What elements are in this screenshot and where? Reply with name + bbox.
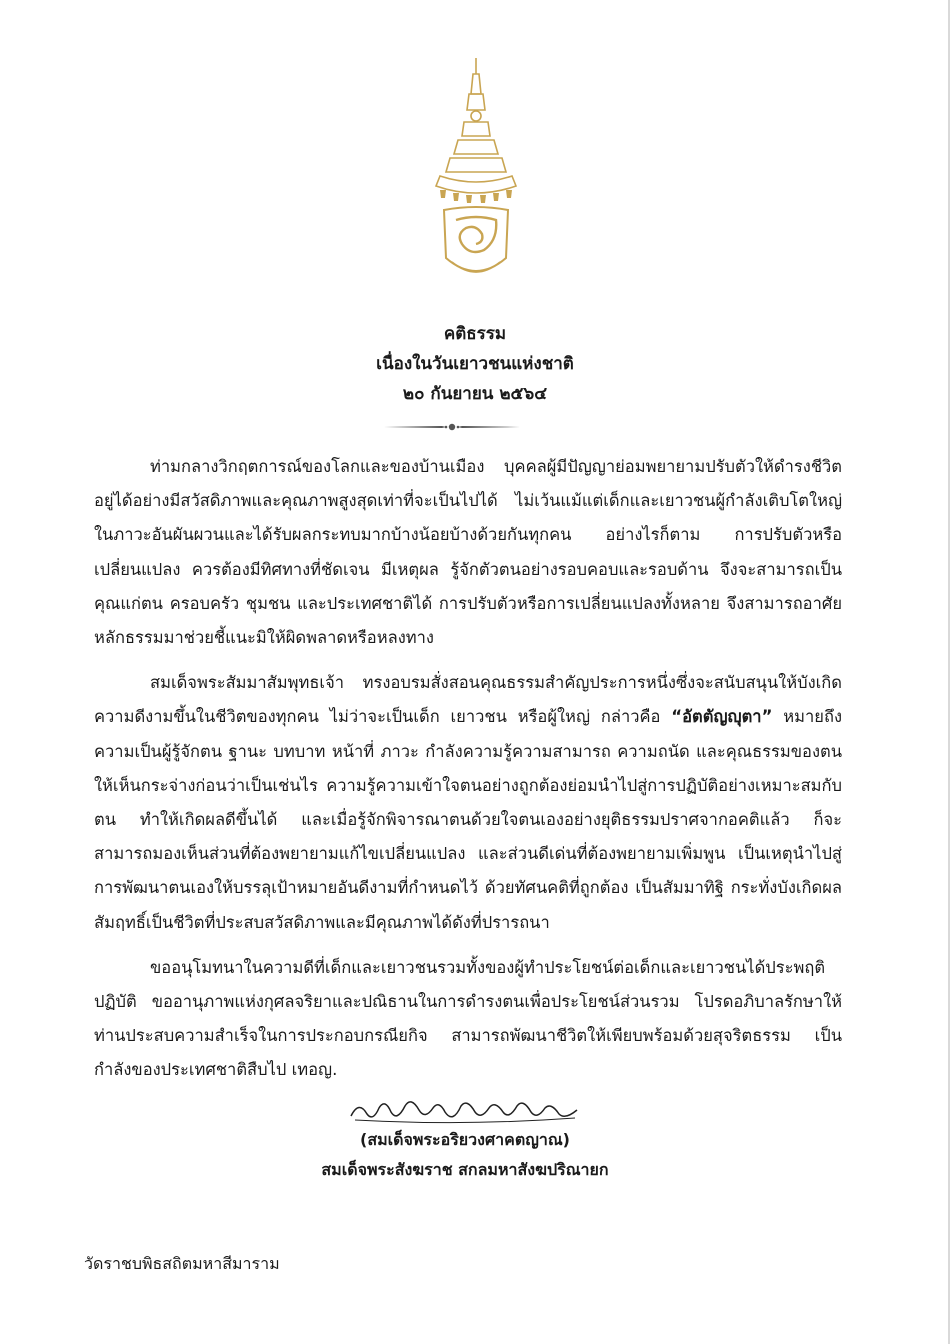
paragraph-1: ท่ามกลางวิกฤตการณ์ของโลกและของบ้านเมือง บุคคลผู้มีปัญญาย่อมพยายามปรับตัวให้ดำรงชีวิตอยู่ได้อย่างมีสวัสดิภาพและคุณภาพสูงสุดเท่าที่จะเป็นไปได้ ไม่เว้นแม้แต่เด็กและเยาวชนผู้กำลังเติบโตใหญ่ในภาวะอันผันผวนและได้รับผลกระทบมากบ้างน้อยบ้างด้วยกันทุกคน อย่างไรก็ตาม การปรับตัวหรือเปลี่ยนแปลง ควรต้องมีทิศทางที่ชัดเจน มีเหตุผล รู้จักตัวตนอย่างรอบคอบและรอบด้าน จึงจะสามารถเป็นคุณแก่ตน ครอบครัว ชุมชน และประเทศชาติได้ การปรับตัวหรือการเปลี่ยนแปลงทั้งหลาย จึงสามารถอาศัยหลักธรรมมาช่วยชี้แนะมิให้ผิดพลาดหรือหลงทาง	[94, 457, 842, 648]
handwritten-signature	[345, 1090, 585, 1130]
paragraph-2-part-1: สมเด็จพระสัมมาสัมพุทธเจ้า ทรงอบรมสั่งสอนคุณธรรมสำคัญประการหนึ่งซึ่งจะสนับสนุนให้บังเกิดความดีงามขึ้นในชีวิตของทุกคน ไม่ว่าจะเป็นเด็ก เยาวชน หรือผู้ใหญ่ กล่าวคือ	[94, 673, 842, 727]
message-body	[94, 450, 842, 1099]
ornamental-divider	[382, 420, 522, 434]
date: ๒๐ กันยายน ๒๕๖๔	[402, 384, 548, 404]
subtitle: เนื่องในวันเยาวชนแห่งชาติ	[376, 354, 574, 374]
paragraph-3: ขออนุโมทนาในความดีที่เด็กและเยาวชนรวมทั้งของผู้ทำประโยชน์ต่อเด็กและเยาวชนได้ประพฤติปฏิบัติ ขออานุภาพแห่งกุศลจริยาและปณิธานในการดำรงตนเพื่อประโยชน์ส่วนรวม โปรดอภิบาลรักษาให้ท่านประสบความสำเร็จในการประกอบกรณียกิจ สามารถพัฒนาชีวิตให้เพียบพร้อมด้วยสุจริตธรรม เป็นกำลังของประเทศชาติสืบไป เทอญ.	[94, 957, 842, 1080]
paragraph-2-part-2: หมายถึงความเป็นผู้รู้จักตน ฐานะ บทบาท หน้าที่ ภาวะ กำลังความรู้ความสามารถ ความถนัด และคุณธรรมของตนให้เห็นกระจ่างก่อนว่าเป็นเช่นไร ความรู้ความเข้าใจตนอย่างถูกต้องย่อมนำไปสู่การปฏิบัติอย่างเหมาะสมกับตน ทำให้เกิดผลดีขึ้นได้ และเมื่อรู้จักพิจารณาตนด้วยใจตนเองอย่างยุติธรรมปราศจากอคติแล้ว ก็จะสามารถมองเห็นส่วนที่ต้องพยายามแก้ไขเปลี่ยนแปลง และส่วนดีเด่นที่ต้องพยายามเพิ่มพูน เป็นเหตุนำไปสู่การพัฒนาตนเองให้บรรลุเป้าหมายอันดีงามที่กำหนดไว้ ด้วยทัศนคติที่ถูกต้อง เป็นสัมมาทิฐิ กระทั่งบังเกิดผลสัมฤทธิ์เป็นชีวิตที่ประสบสวัสดิภาพและมีคุณภาพได้ดังที่ปรารถนา	[94, 707, 843, 932]
signatory-title: สมเด็จพระสังฆราช สกลมหาสังฆปริณายก	[321, 1160, 609, 1179]
emphasis-term: “อัตตัญญุตา”	[671, 707, 773, 727]
paragraph-2	[94, 666, 842, 940]
royal-emblem-icon	[426, 58, 526, 298]
footer-location: วัดราชบพิธสถิตมหาสีมาราม	[84, 1254, 280, 1273]
signatory-name: (สมเด็จพระอริยวงศาคตญาณ)	[360, 1130, 570, 1149]
title: คติธรรม	[443, 324, 507, 344]
